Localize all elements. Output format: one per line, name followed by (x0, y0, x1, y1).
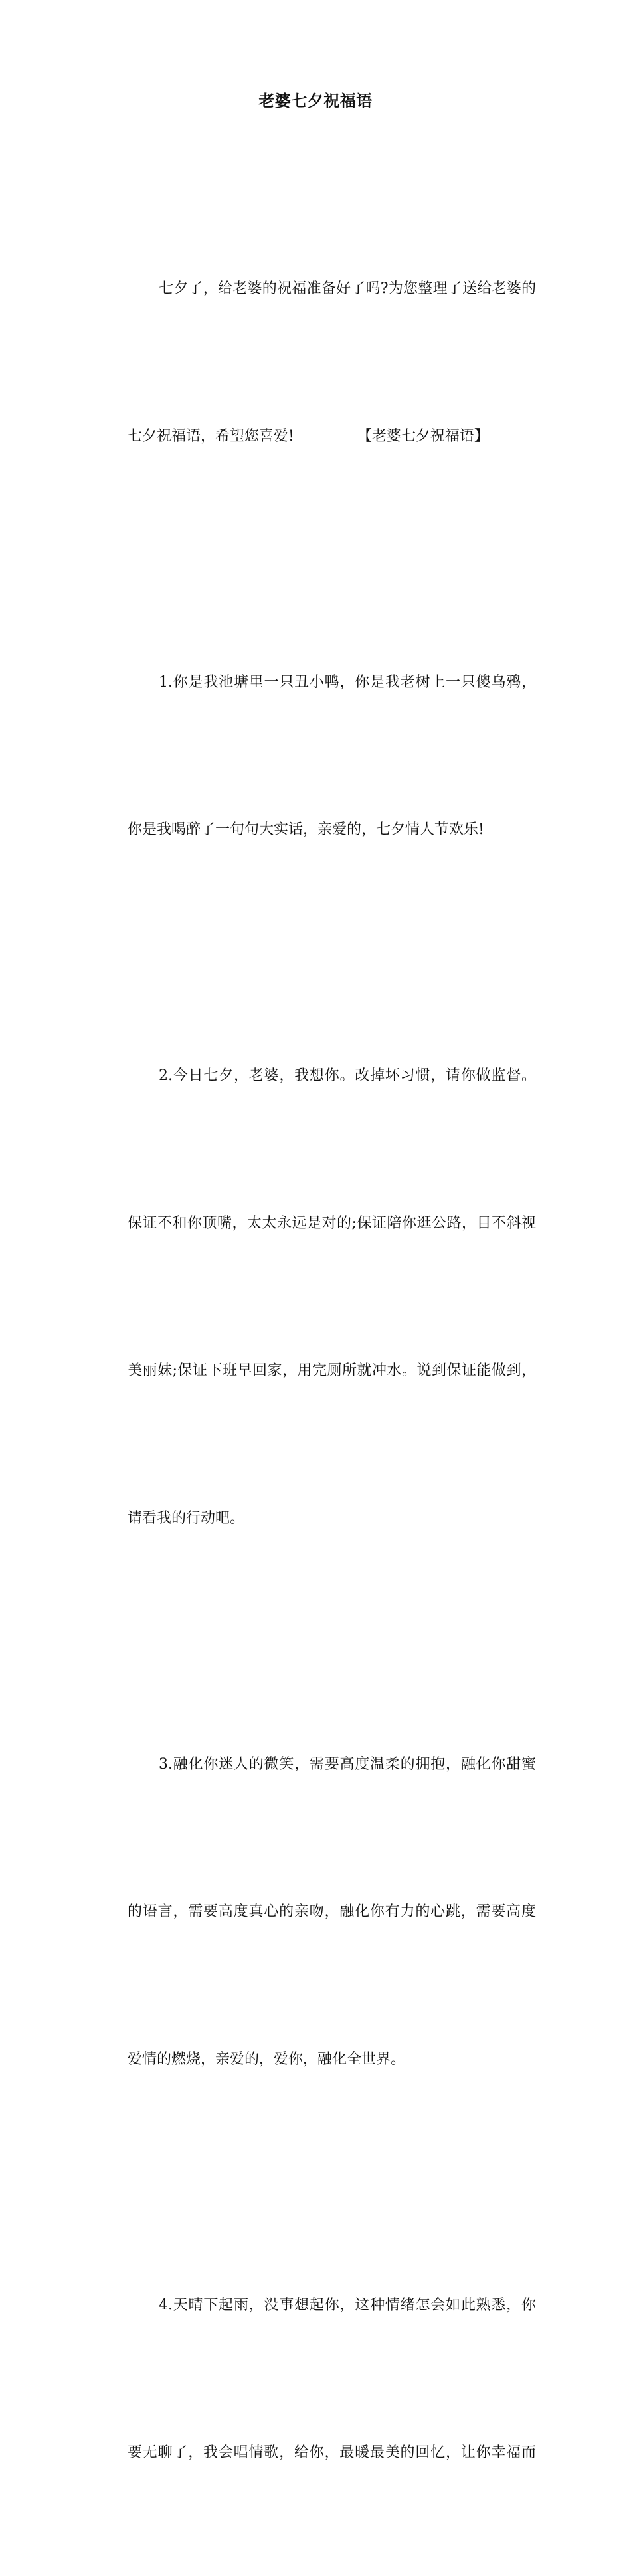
item-3-line-1: 3.融化你迷人的微笑，需要高度温柔的拥抱，融化你甜蜜 (159, 1756, 536, 1772)
section-subheading: 【老婆七夕祝福语】 (357, 428, 489, 445)
list-item (96, 953, 536, 1642)
document-body (96, 166, 536, 2576)
list-item (96, 2183, 536, 2576)
item-1-line-1: 1.你是我池塘里一只丑小鸭，你是我老树上一只傻乌鸦， (159, 674, 536, 691)
intro-paragraph (96, 166, 536, 560)
item-1-line-2: 你是我喝醉了一句句大实话，亲爱的，七夕情人节欢乐! (128, 821, 484, 838)
item-2-line-2: 保证不和你顶嘴，太太永远是对的;保证陪你逛公路，目不斜视 (128, 1215, 536, 1232)
item-2-line-3: 美丽妹;保证下班早回家，用完厕所就冲水。说到保证能做到， (128, 1362, 536, 1379)
item-2-line-4: 请看我的行动吧。 (128, 1510, 245, 1527)
item-3-line-3: 爱情的燃烧，亲爱的，爱你，融化全世界。 (128, 2051, 406, 2068)
item-3-line-2: 的语言，需要高度真心的亲吻，融化你有力的心跳，需要高度 (128, 1903, 536, 1920)
list-item (96, 560, 536, 953)
item-2-line-1: 2.今日七夕，老婆，我想你。改掉坏习惯，请你做监督。 (159, 1067, 536, 1084)
item-4-line-1: 4.天晴下起雨，没事想起你，这种情绪怎会如此熟悉，你 (159, 2297, 536, 2313)
item-4-line-2: 要无聊了，我会唱情歌，给你，最暖最美的回忆，让你幸福而 (128, 2444, 536, 2461)
intro-line-2 (96, 412, 536, 461)
list-item (96, 1642, 536, 2183)
intro-line-2-text: 七夕祝福语，希望您喜爱! (128, 428, 294, 445)
document-title: 老婆七夕祝福语 (258, 91, 373, 110)
intro-line-1: 七夕了，给老婆的祝福准备好了吗?为您整理了送给老婆的 (159, 280, 536, 297)
